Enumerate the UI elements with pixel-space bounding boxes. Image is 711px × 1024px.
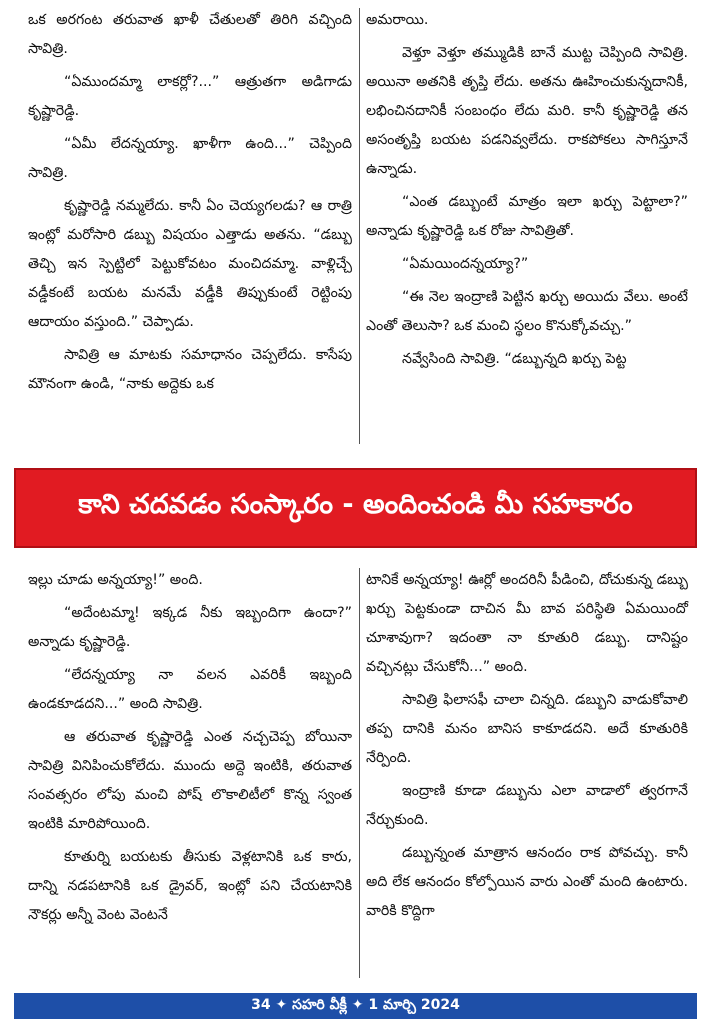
paragraph: “లేదన్నయ్యా నా వలన ఎవరికీ ఇబ్బంది ఉండకూడదని...” అంది సావిత్రి. [28, 667, 352, 712]
column-top-left [28, 6, 352, 403]
paragraph: ఇల్లు చూడు అన్నయ్యా!” అంది. [28, 572, 203, 588]
column-bottom-right [366, 566, 688, 930]
paragraph: డబ్బున్నంత మాత్రాన ఆనందం రాక పోవచ్చు. కానీ అది లేక ఆనందం కోల్పోయిన వారు ఎంతో మంది ఉంటారు. వారికి కొద్దిగా [366, 845, 688, 919]
paragraph: “ఈ నెల ఇంద్రాణి పెట్టిన ఖర్చు అయిదు వేలు. అంటే ఎంతో తెలుసా? ఒక మంచి స్థలం కొనుక్కోవచ్చు.” [366, 289, 688, 334]
paragraph: “అదేంటమ్మా! ఇక్కడ నీకు ఇబ్బందిగా ఉందా?” అన్నాడు కృష్ణారెడ్డి. [28, 605, 352, 650]
paragraph: ఒక అరగంట తరువాత ఖాళీ చేతులతో తిరిగి వచ్చింది సావిత్రి. [28, 12, 352, 57]
paragraph: అమరాయి. [366, 12, 429, 28]
paragraph: “ఎంత డబ్బుంటే మాత్రం ఇలా ఖర్చు పెట్టాలా?” అన్నాడు కృష్ణారెడ్డి ఒక రోజు సావిత్రితో. [366, 194, 688, 239]
promo-banner [14, 468, 697, 548]
paragraph: సావిత్రి ఆ మాటకు సమాధానం చెప్పలేదు. కాసేపు మౌనంగా ఉండి, “నాకు అద్దెకు ఒక [28, 347, 352, 392]
column-divider [359, 8, 360, 444]
paragraph: “ఏమీ లేదన్నయ్యా. ఖాళీగా ఉంది...” చెప్పింది సావిత్రి. [28, 136, 352, 181]
paragraph: టానికే అన్నయ్యా! ఊర్లో అందరినీ పీడించి, దోచుకున్న డబ్బు ఖర్చు పెట్టకుండా దాచిన మీ బావ పరిస్థితి ఏమయిందో చూశావుగా? ఇదంతా నా కూతురి డబ్బు. దానిష్టం వచ్చినట్లు చేసుకోనీ...” అంది. [366, 572, 688, 675]
paragraph: నవ్వేసింది సావిత్రి. “డబ్బున్నది ఖర్చు పెట్ట [402, 351, 627, 367]
paragraph: “ఏమయిందన్నయ్యా?” [402, 256, 529, 272]
paragraph: వెళ్తూ వెళ్తూ తమ్ముడికి బానే ముట్ట చెప్పింది సావిత్రి. అయినా అతనికి తృప్తి లేదు. అతను ఊహించుకున్నదానికీ, లభించినదానికీ సంబంధం లేదు మరి. కానీ కృష్ణారెడ్డి తన అసంతృప్తి బయట పడనివ్వలేదు. రాకపోకలు సాగిస్తూనే ఉన్నాడు. [366, 45, 688, 177]
paragraph: ఇంద్రాణి కూడా డబ్బును ఎలా వాడాలో త్వరగానే నేర్చుకుంది. [366, 783, 688, 828]
paragraph: సావిత్రి ఫిలాసఫీ చాలా చిన్నది. డబ్బుని వాడుకోవాలి తప్ప దానికి మనం బానిస కాకూడదని. అదే కూతురికి నేర్పింది. [366, 692, 688, 766]
page-footer [14, 993, 697, 1019]
paragraph: ఆ తరువాత కృష్ణారెడ్డి ఎంత నచ్చచెప్ప బోయినా సావిత్రి వినిపించుకోలేదు. ముందు అద్దె ఇంటికి, తరువాత సంవత్సరం లోపు మంచి పోష్ లొకాలిటీలో కొన్న స్వంత ఇంటికి మారిపోయింది. [28, 729, 352, 832]
promo-banner-text: కాని చదవడం సంస్కారం - అందించండి మీ సహకారం [78, 489, 633, 520]
footer-text: 34 ✦ సహరి వీక్లీ ✦ 1 మార్చి 2024 [251, 996, 460, 1013]
paragraph: కూతుర్ని బయటకు తీసుకు వెళ్లటానికి ఒక కారు, దాన్ని నడపటానికి ఒక డ్రైవర్, ఇంట్లో పని చేయటానికి నౌకర్లు అన్నీ వెంట వెంటనే [28, 849, 352, 923]
column-bottom-left [28, 566, 352, 934]
paragraph: కృష్ణారెడ్డి నమ్మలేదు. కానీ ఏం చెయ్యగలడు? ఆ రాత్రి ఇంట్లో మరోసారి డబ్బు విషయం ఎత్తాడు అతను. “డబ్బు తెచ్చి ఇన స్పెట్టిలో పెట్టుకోవటం మంచిదమ్మా. వాళ్లిచ్చే వడ్డీకంటే బయట మనమే వడ్డీకి తిప్పుకుంటే రెట్టింపు ఆదాయం వస్తుంది.” చెప్పాడు. [28, 198, 352, 330]
paragraph: “ఏముందమ్మా లాకర్లో?...” ఆత్రుతగా అడిగాడు కృష్ణారెడ్డి. [28, 74, 352, 119]
column-top-right [366, 6, 688, 378]
column-divider [359, 568, 360, 978]
